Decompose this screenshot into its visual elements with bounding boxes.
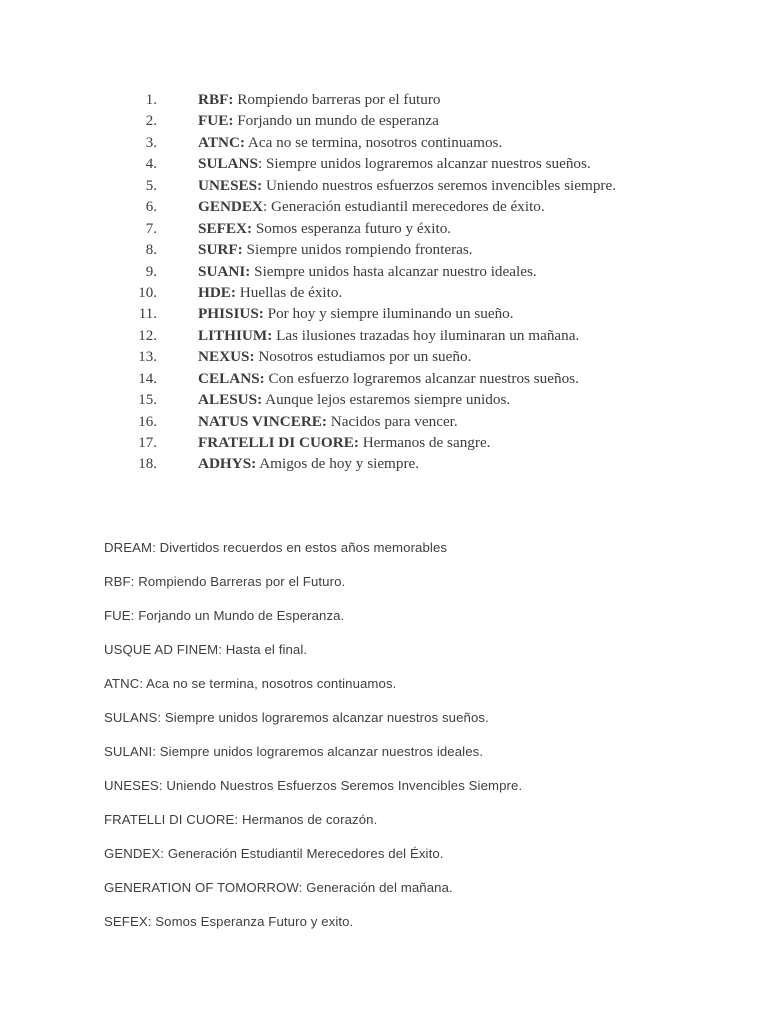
list-item-abbreviation: CELANS (198, 369, 260, 387)
paragraph: SULANI: Siempre unidos lograremos alcanzar nuestros ideales. (104, 744, 484, 759)
list-item-colon: : (251, 455, 257, 473)
list-item (0, 110, 768, 131)
list-item (0, 411, 768, 432)
list-item-text: Aca no se termina, nosotros continuamos. (244, 133, 503, 151)
list-item-number: 14. (138, 370, 157, 387)
list-item-abbreviation: SULANS (198, 155, 258, 173)
list-item-abbreviation: UNESES (198, 176, 258, 194)
list-item-body (157, 218, 451, 239)
list-item-body (157, 110, 439, 131)
list-item-body (157, 282, 342, 303)
list-item-text: Aunque lejos estaremos siempre unidos. (262, 391, 511, 409)
list-item-body (157, 432, 490, 453)
list-item-colon: : (353, 434, 359, 451)
paragraph: RBF: Rompiendo Barreras por el Futuro. (104, 574, 346, 589)
paragraph: FUE: Forjando un Mundo de Esperanza. (104, 608, 345, 623)
list-item-body (157, 261, 537, 282)
list-item-text: Nosotros estudiamos por un sueño. (254, 348, 472, 366)
paragraph-block (104, 540, 704, 948)
list-item-body (157, 303, 514, 324)
list-item (0, 368, 768, 389)
list-item (0, 175, 768, 196)
list-item-colon: : (239, 133, 245, 151)
list-item-colon: : (245, 262, 251, 280)
list-item-number: 16. (138, 413, 157, 430)
list-item-colon: : (246, 219, 253, 237)
list-item-abbreviation: SEFEX (198, 219, 247, 237)
list-item-text: Rompiendo barreras por el futuro (233, 91, 441, 108)
list-item-abbreviation: ADHYS (198, 455, 252, 473)
list-item-number: 2. (145, 113, 157, 130)
paragraph: GENERATION OF TOMORROW: Generación del mañana. (104, 880, 453, 895)
list-item-number: 3. (145, 134, 157, 151)
list-item-colon: : (262, 198, 268, 216)
list-item-colon: : (257, 155, 263, 173)
list-item-text: Uniendo nuestros esfuerzos seremos invencibles siempre. (262, 176, 617, 194)
list-item-abbreviation: NATUS VINCERE (198, 412, 322, 430)
numbered-list (0, 89, 768, 475)
list-item-body (157, 175, 616, 196)
list-item-text: Siempre unidos hasta alcanzar nuestro ideales. (250, 262, 537, 280)
list-item-text: Siempre unidos rompiendo fronteras. (242, 241, 473, 259)
list-item (0, 218, 768, 239)
paragraph: USQUE AD FINEM: Hasta el final. (104, 642, 308, 657)
list-item-colon: : (258, 305, 264, 323)
list-item-text: Por hoy y siempre iluminando un sueño. (263, 305, 514, 323)
list-item-abbreviation: ATNC (198, 133, 240, 151)
list-item-body (157, 453, 419, 474)
list-item-text: Las ilusiones trazadas hoy iluminaran un mañana. (272, 326, 580, 344)
list-item-number: 7. (145, 220, 157, 237)
list-item-abbreviation: LITHIUM (198, 326, 268, 344)
list-item-number: 8. (145, 242, 157, 259)
list-item (0, 282, 768, 303)
list-item (0, 132, 768, 153)
list-item-text: Hermanos de sangre. (358, 434, 491, 451)
list-item-body (157, 411, 458, 432)
paragraph: FRATELLI DI CUORE: Hermanos de corazón. (104, 812, 378, 827)
list-item-text: Huellas de éxito. (235, 283, 343, 301)
list-item-colon: : (259, 369, 265, 387)
list-item-number: 4. (145, 156, 157, 173)
list-item-abbreviation: NEXUS (198, 348, 250, 366)
list-item-body (157, 239, 473, 260)
list-item-abbreviation: PHISIUS (198, 305, 259, 323)
list-item-abbreviation: SUANI (198, 262, 246, 280)
paragraph: UNESES: Uniendo Nuestros Esfuerzos Seremos Invencibles Siempre. (104, 778, 523, 793)
list-item-number: 10. (138, 284, 157, 301)
list-item-text: Somos esperanza futuro y éxito. (252, 219, 452, 237)
list-item-number: 13. (138, 349, 157, 366)
list-item (0, 325, 768, 346)
list-item (0, 346, 768, 367)
list-item (0, 239, 768, 260)
list-item-number: 15. (138, 392, 157, 409)
list-item-abbreviation: HDE (198, 283, 231, 301)
list-item (0, 153, 768, 174)
list-item-text: Forjando un mundo de esperanza (233, 112, 439, 130)
list-item-body (157, 196, 545, 217)
list-item-number: 11. (138, 306, 157, 323)
list-item-text: Con esfuerzo lograremos alcanzar nuestros sueños. (264, 369, 579, 387)
list-item-abbreviation: RBF (198, 91, 229, 108)
list-item-colon: : (257, 391, 263, 409)
paragraph: GENDEX: Generación Estudiantil Merecedores del Éxito. (104, 846, 444, 861)
paragraph: SULANS: Siempre unidos lograremos alcanzar nuestros sueños. (104, 710, 489, 725)
list-item-body (157, 132, 502, 153)
list-item (0, 196, 768, 217)
list-item-colon: : (228, 91, 234, 108)
list-item-text: Siempre unidos lograremos alcanzar nuestros sueños. (262, 155, 591, 173)
list-item (0, 389, 768, 410)
list-item (0, 432, 768, 453)
list-item-abbreviation: FRATELLI DI CUORE (198, 434, 354, 451)
list-item-number: 1. (145, 92, 157, 108)
list-item-abbreviation: ALESUS (198, 391, 258, 409)
list-item-text: Generación estudiantil merecedores de éxito. (267, 198, 545, 216)
list-item-colon: : (237, 241, 243, 259)
list-item-number: 9. (145, 263, 157, 280)
list-item-colon: : (230, 283, 236, 301)
paragraph: SEFEX: Somos Esperanza Futuro y exito. (104, 914, 354, 929)
list-item-colon: : (249, 348, 255, 366)
list-item-colon: : (267, 326, 273, 344)
list-item-body (157, 389, 510, 410)
list-item-colon: : (228, 112, 234, 130)
list-item-text: Amigos de hoy y siempre. (256, 455, 420, 473)
list-item-abbreviation: GENDEX (198, 198, 263, 216)
paragraph: ATNC: Aca no se termina, nosotros continuamos. (104, 676, 397, 691)
list-item-number: 6. (145, 199, 157, 216)
list-item-colon: : (321, 412, 327, 430)
list-item (0, 89, 768, 110)
list-item-body (157, 89, 441, 110)
list-item-abbreviation: SURF (198, 241, 238, 259)
list-item (0, 303, 768, 324)
list-item-body (157, 153, 591, 174)
list-item-number: 18. (138, 456, 157, 473)
list-item-number: 12. (138, 327, 157, 344)
list-item-abbreviation: FUE (198, 112, 229, 130)
list-item-body (157, 346, 471, 367)
list-item-body (157, 325, 579, 346)
paragraph: DREAM: Divertidos recuerdos en estos años memorables (104, 540, 448, 555)
list-item-colon: : (257, 176, 263, 194)
list-item-text: Nacidos para vencer. (326, 412, 458, 430)
list-item-number: 17. (138, 435, 157, 451)
list-item (0, 453, 768, 474)
list-item-body (157, 368, 579, 389)
list-item (0, 261, 768, 282)
list-item-number: 5. (145, 177, 157, 194)
